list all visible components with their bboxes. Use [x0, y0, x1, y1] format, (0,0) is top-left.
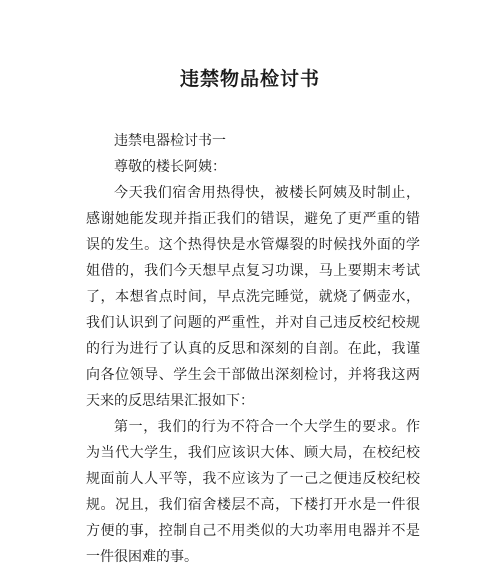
document-body — [86, 128, 420, 566]
document-subtitle: 违禁电器检讨书一 — [114, 133, 226, 149]
paragraph-2: 第一，我们的行为不符合一个大学生的要求。作为当代大学生，我们应该识大体、顾大局，在校纪校规面前人人平等，我不应该为了一己之便违反校纪校规。况且，我们宿舍楼层不高，下楼打开水是一件很方便的事，控制自己不用类似的大功率用电器并不是一件很困难的事。 — [86, 419, 420, 565]
salutation: 尊敬的楼长阿姨： — [114, 159, 226, 175]
document-title: 违禁物品检讨书 — [179, 68, 320, 90]
paragraph-1: 今天我们宿舍用热得快，被楼长阿姨及时制止，感谢她能发现并指正我们的错误，避免了更严重的错误的发生。这个热得快是水管爆裂的时候找外面的学姐借的，我们今天想早点复习功课，马上要期末考试了，本想省点时间，早点洗完睡觉，就烧了俩壶水，我们认识到了问题的严重性，并对自己违反校纪校规的行为进行了认真的反思和深刻的自剖。在此，我谨向各位领导、学生会干部做出深刻检讨，并将我这两天来的反思结果汇报如下： — [86, 185, 420, 409]
